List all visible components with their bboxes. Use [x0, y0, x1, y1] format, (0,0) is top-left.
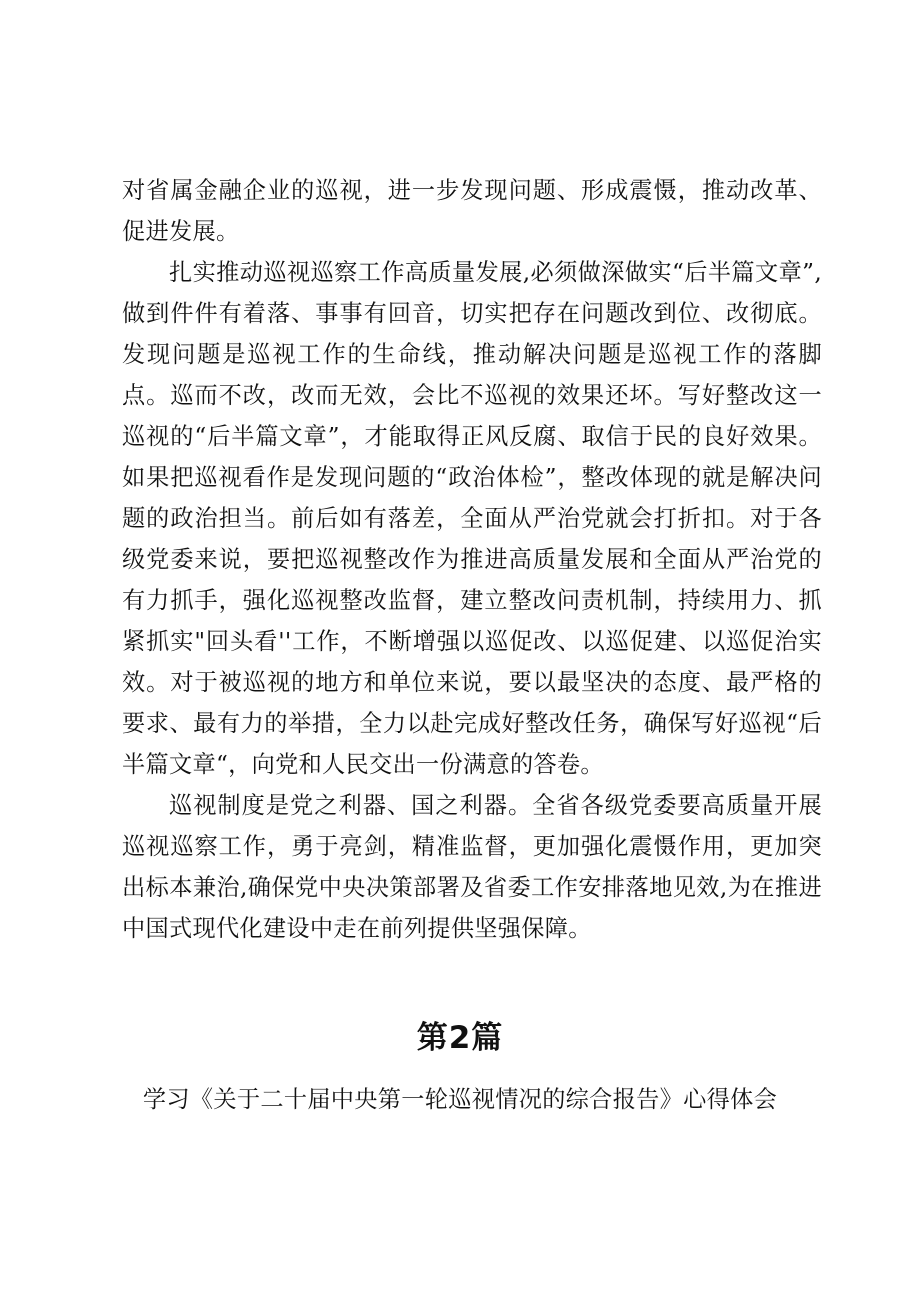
section-subtitle: 学习《关于二十届中央第一轮巡视情况的综合报告》心得体会 — [142, 1086, 778, 1113]
paragraph-rectification: 扎实推动巡视巡察工作高质量发展,必须做深做实“后半篇文章”,做到件件有着落、事事有回音，切实把存在问题改到位、改彻底。发现问题是巡视工作的生命线，推动解决问题是巡视工作的落脚点。巡而不改，改而无效，会比不巡视的效果还坏。写好整改这一巡视的“后半篇文章”，才能取得正风反腐、取信于民的良好效果。如果把巡视看作是发现问题的“政治体检”，整改体现的就是解决问题的政治担当。前后如有落差，全面从严治党就会打折扣。对于各级党委来说，要把巡视整改作为推进高质量发展和全面从严治党的有力抓手，强化巡视整改监督，建立整改问责机制，持续用力、抓紧抓实"回头看''工作，不断增强以巡促改、以巡促建、以巡促治实效。对于被巡视的地方和单位来说，要以最坚决的态度、最严格的要求、最有力的举措，全力以赴完成好整改任务，确保写好巡视“后半篇文章“，向党和人民交出一份满意的答卷。 — [122, 259, 822, 778]
section-heading: 第2篇 — [416, 1020, 504, 1056]
paragraph-continuation: 对省属金融企业的巡视，进一步发现问题、形成震慑，推动改革、促进发展。 — [122, 177, 822, 245]
paragraph-conclusion: 巡视制度是党之利器、国之利器。全省各级党委要高质量开展巡视巡察工作，勇于亮剑，精准监督，更加强化震慑作用，更加突出标本兼治,确保党中央决策部署及省委工作安排落地见效,为在推进中国式现代化建设中走在前列提供坚强保障。 — [122, 792, 822, 942]
body-text — [122, 170, 822, 949]
